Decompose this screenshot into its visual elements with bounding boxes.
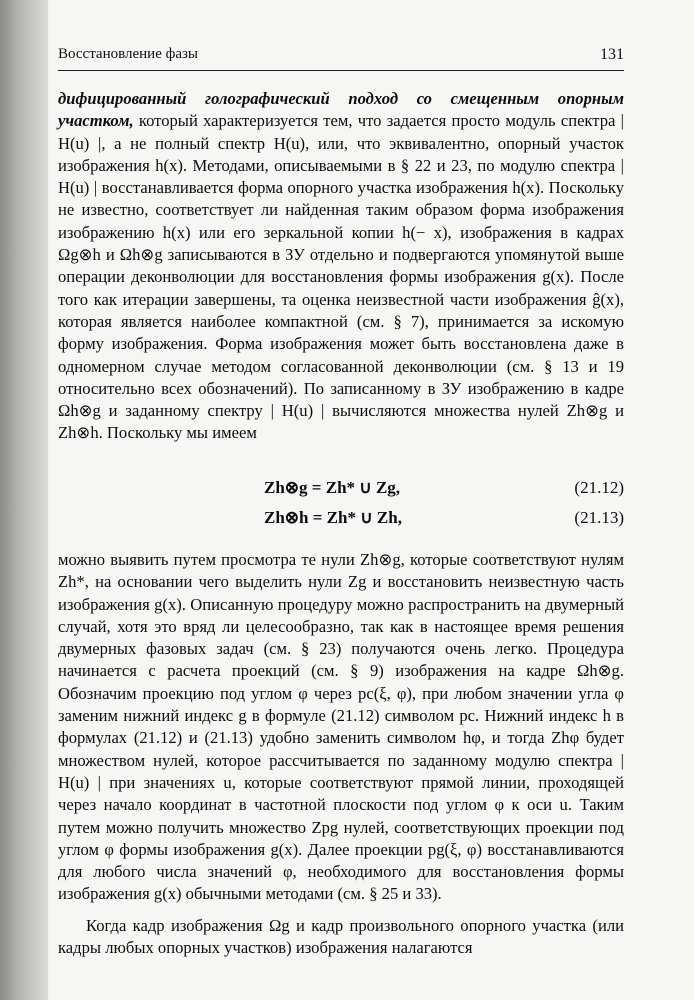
page-number: 131 — [600, 46, 624, 63]
formula-21-12 — [58, 478, 624, 504]
paragraph-after-formulas — [58, 549, 624, 906]
paragraph-text: можно выявить путем просмотра те нули Zh⊗g, которые соответствуют нулям Zh*, на основании чего выделить нули Zg и восстановить неизвестную часть изображения g(x). Описанную процедуру можно распространить на двумерный случай, хотя это вряд ли целесообразно, так как в настоящее время решения двумерных фазовых задач (см. § 23) получаются очень легко. Процедура начинается с расчета проекций (см. § 9) изображения на кадре Ωh⊗g. Обозначим проекцию под углом φ через pc(ξ, φ), при любом значении угла φ заменим нижний индекс g в формуле (21.12) символом pc. Нижний индекс h в формулах (21.12) и (21.13) удобно заменить символом hφ, и тогда Zhφ будет множеством нулей, которое рассчитывается по заданному модулю спектра | H(u) | при значениях u, которые соответствуют прямой линии, проходящей через начало координат в частотной плоскости под углом φ к оси u. Таким путем можно получить множество Zpg нулей, соответствующих проекции под углом φ формы изображения g(x). Далее проекции pg(ξ, φ) восстанавливаются для любого числа значений φ, необходимого для восстановления формы изображения g(x) обычными методами (см. § 25 и 33). — [58, 550, 624, 904]
page-binding-shadow — [0, 0, 48, 1000]
formula-21-13 — [58, 508, 624, 534]
formula-expression: Zh⊗g = Zh* ∪ Zg, — [264, 478, 401, 497]
italic-lead-phrase: дифицированный голографический подход со смещенным опорным участком, — [58, 89, 624, 131]
formula-number: (21.12) — [574, 478, 624, 497]
formula-expression: Zh⊗h = Zh* ∪ Zh, — [264, 508, 402, 527]
paragraph-new — [58, 915, 624, 960]
running-header — [58, 46, 624, 71]
paragraph-text: который характеризуется тем, что задается просто модуль спектра | H(u) |, а не полный спектр H(u), или, что эквивалентно, опорный участок изображения h(x). Методами, описываемыми в § 22 и 23, по модулю спектра | H(u) | восстанавливается форма опорного участка изображения h(x). Поскольку не известно, соответствует ли найденная таким образом форма изображения изображению h(x) или его зеркальной копии h(− x), изображения в кадрах Ωg⊗h и Ωh⊗g записываются в ЗУ отдельно и подвергаются упомянутой выше операции деконволюции для восстановления формы изображения g(x). После того как итерации завершены, та оценка неизвестной части изображения ĝ(x), которая является наиболее компактной (см. § 7), принимается за искомую форму изображения. Форма изображения может быть восстановлена даже в одномерном случае методом согласованной деконволюции (см. § 13 и 19 относительно всех обозначений). По записанному в ЗУ изображению в кадре Ωh⊗g и заданному спектру | H(u) | вычисляются множества нулей Zh⊗g и Zh⊗h. Поскольку мы имеем — [58, 111, 624, 443]
paragraph-continued — [58, 88, 624, 445]
formula-number: (21.13) — [574, 508, 624, 527]
book-page — [50, 0, 694, 1000]
paragraph-text: Когда кадр изображения Ωg и кадр произвольного опорного участка (или кадры любых опорных участков) изображения налагаются — [58, 916, 624, 958]
running-title: Восстановление фазы — [58, 46, 198, 62]
